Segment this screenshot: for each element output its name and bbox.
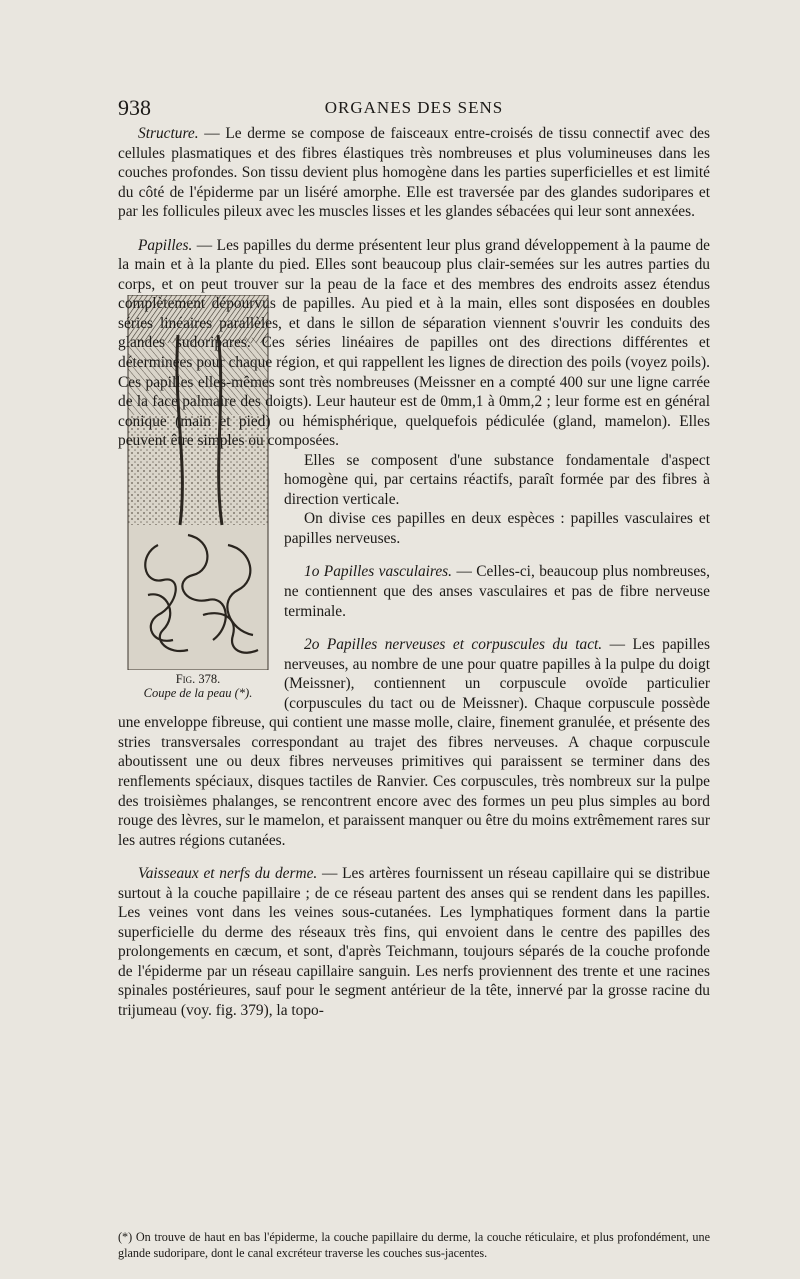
paragraph-lead: Vaisseaux et nerfs du derme.	[138, 865, 318, 883]
paragraph-text: — Les artères fournissent un réseau capillaire qui se distribue surtout à la couche papillaire ; de ce réseau partent des anses qui se rendent dans les papilles. Les veines vont dans les veines sous-cutanées. Les lymphatiques forment dans la partie superficielle du derme des réseaux très fins, qui envoient dans le centre des papilles des prolongements en cæcum, et sont, d'après Teichmann, toujours séparés de la couche profonde de l'épiderme par un réseau capillaire sanguin. Les nerfs proviennent des trente et une racines spinales postérieures, sauf pour le segment antérieur de la tête, innervé par la grosse racine du trijumeau (voy. fig. 379), la topo-	[118, 865, 710, 1019]
body-text	[118, 124, 710, 1021]
paragraph-lead: 2o Papilles nerveuses et corpuscules du tact.	[304, 636, 603, 654]
paragraph-vessels-nerves	[118, 864, 710, 1020]
paragraph-text: Elles se composent d'une substance fondamentale d'aspect homogène qui, par certains réactifs, paraît formée par des fibres à direction verticale.	[284, 451, 710, 508]
paragraph-text: — Les papilles du derme présentent leur plus grand développement à la paume de la main et à la plante du pied. Elles sont beaucoup plus clair-semées sur les autres parties du corps, et on peut trouver sur la peau de la face et des membres des endroits assez étendus complètement dépourvus de papilles. Au pied et à la main, elles sont disposées en doubles séries linéaires parallèles, et dans le sillon de séparation viennent s'ouvrir les conduits des glandes sudoripares. Ces séries linéaires de papilles ont des directions différentes et déterminées pour chaque région, et qui rappellent les lignes de direction des poils (voyez poils). Ces papilles elles-mêmes sont très nombreuses (Meissner en a compté 400 sur une ligne carrée de la face palmaire des doigts). Leur hauteur est de 0mm,1 à 0mm,2 ; leur forme est en général conique (main et pied) ou hémisphérique, quelquefois pédiculée (gland, mamelon). Elles peuvent être simples ou composées.	[118, 236, 710, 450]
paragraph-structure	[118, 124, 710, 222]
running-title: ORGANES DES SENS	[324, 98, 504, 117]
figure-caption: Coupe de la peau (*).	[143, 685, 253, 700]
paragraph-text: — Le derme se compose de faisceaux entre-croisés de tissu connectif avec des cellules plasmatiques et des fibres élastiques très nombreuses et plus volumineuses dans les couches profondes. Son tissu devient plus homogène dans les parties superficielles et est limité du côté de l'épiderme par un liséré amorphe. Elle est traversée par des glandes sudoripares et par les follicules pileux avec les muscles lisses et les glandes sébacées qui leur sont annexées.	[118, 125, 710, 221]
paragraph-papilles-intro	[118, 236, 710, 451]
figure-caption-block	[118, 672, 278, 700]
paragraph-lead: 1o Papilles vasculaires.	[304, 563, 453, 581]
footnote: (*) On trouve de haut en bas l'épiderme, la couche papillaire du derme, la couche réticulaire, et plus profondément, une glande sudoripare, dont le canal excréteur traverse les couches sus-jacentes.	[118, 1230, 710, 1260]
paragraph-text: — Celles-ci, beaucoup plus nombreuses, ne contiennent que des anses vasculaires et pas de fibre nerveuse terminale.	[284, 563, 711, 620]
paragraph-lead: Papilles.	[138, 236, 193, 254]
page-header	[118, 95, 710, 121]
paragraph-text: On divise ces papilles en deux espèces : papilles vasculaires et papilles nerveuses.	[284, 510, 710, 547]
figure-number: Fig. 378.	[175, 671, 221, 686]
paragraph-lead: Structure.	[138, 125, 199, 142]
page-number: 938	[118, 95, 151, 120]
paragraph-text: — Les papilles nerveuses, au nombre de une pour quatre papilles à la pulpe du doigt (Meissner), contiennent un corpuscule ovoïde particulier (corpuscules du tact ou de Meissner). Chaque corpuscule possède une enveloppe fibreuse, qui contient une masse molle, claire, finement granulée, et présente des stries transversales correspondant au trajet des fibres nerveuses. A chaque corpuscule aboutissent une ou deux fibres nerveuses primitives qui paraissent se terminer dans des renflements spéciaux, disques tactiles de Ranvier. Ces corpuscules, très nombreux sur la pulpe des troisièmes phalanges, se rencontrent encore avec des formes un peu plus simples au bord rouge des lèvres, sur le mamelon, et paraissent manquer ou être du moins extrêmement rares sur les autres régions cutanées.	[118, 636, 711, 849]
